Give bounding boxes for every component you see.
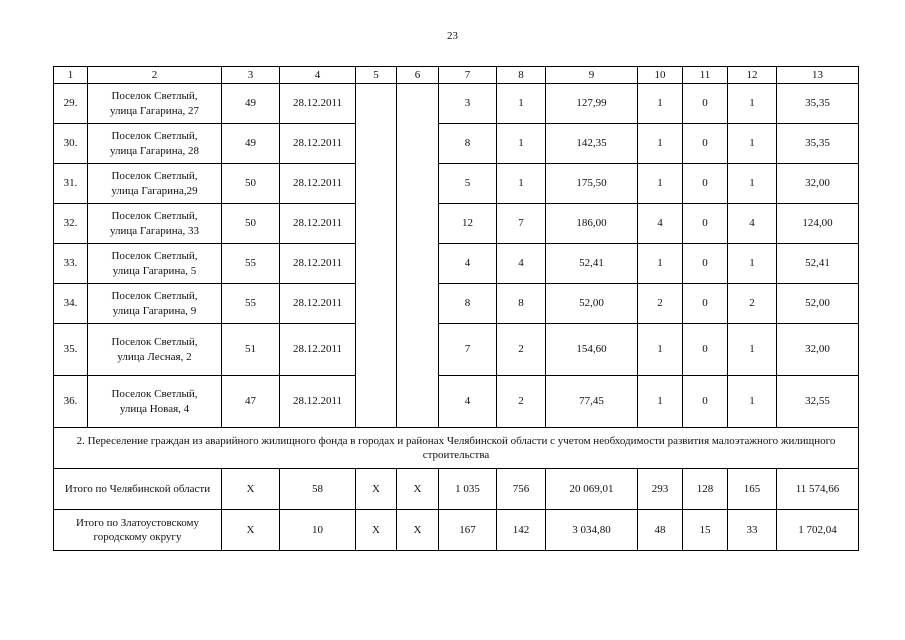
table-cell: 0	[683, 244, 728, 284]
table-cell: Х	[397, 469, 439, 510]
table-cell: 35,35	[777, 124, 859, 164]
table-cell: 128	[683, 469, 728, 510]
table-cell: 1	[728, 244, 777, 284]
date-cell: 28.12.2011	[280, 376, 356, 428]
table-cell: 1 035	[439, 469, 497, 510]
column-header: 9	[546, 67, 638, 84]
date-cell: 28.12.2011	[280, 164, 356, 204]
date-cell: 28.12.2011	[280, 284, 356, 324]
table-cell: 2	[638, 284, 683, 324]
table-cell: 1	[497, 164, 546, 204]
table-cell: 7	[497, 204, 546, 244]
table-cell: 0	[683, 324, 728, 376]
address-line: Поселок Светлый,	[111, 210, 198, 223]
page-number: 23	[447, 30, 458, 42]
date-cell: 28.12.2011	[280, 84, 356, 124]
table-cell: 3	[439, 84, 497, 124]
table-cell: 1	[728, 164, 777, 204]
table-cell: 8	[439, 124, 497, 164]
table-row	[54, 84, 859, 124]
address-line: Поселок Светлый,	[111, 170, 198, 183]
date-cell: 28.12.2011	[280, 324, 356, 376]
table-cell: 52,00	[546, 284, 638, 324]
table-cell: 1	[638, 124, 683, 164]
table-cell: Х	[356, 469, 397, 510]
row-number: 32.	[54, 204, 88, 244]
table-cell: 165	[728, 469, 777, 510]
table-cell: 0	[683, 204, 728, 244]
table-cell: 175,50	[546, 164, 638, 204]
table-cell: 1	[728, 84, 777, 124]
table-cell: 55	[222, 284, 280, 324]
column-header: 3	[222, 67, 280, 84]
table-cell: 0	[683, 164, 728, 204]
table-row	[54, 164, 859, 204]
address-line: улица Новая, 4	[119, 402, 190, 415]
table-cell: 756	[497, 469, 546, 510]
row-number: 29.	[54, 84, 88, 124]
table-cell: 58	[280, 469, 356, 510]
table-cell: 167	[439, 510, 497, 551]
address-line: Поселок Светлый,	[111, 290, 198, 303]
column-header: 12	[728, 67, 777, 84]
address-line: Поселок Светлый,	[111, 250, 198, 263]
table-cell: 10	[280, 510, 356, 551]
table-cell: Х	[222, 510, 280, 551]
row-number: 36.	[54, 376, 88, 428]
section-heading-row	[54, 428, 859, 469]
table-cell: 127,99	[546, 84, 638, 124]
totals-row	[54, 510, 859, 551]
merged-cell	[356, 84, 397, 428]
address-line: улица Гагарина, 28	[110, 144, 199, 157]
table-cell: 52,41	[546, 244, 638, 284]
table-cell: 48	[638, 510, 683, 551]
address-cell	[88, 324, 222, 376]
table-cell: 0	[683, 284, 728, 324]
row-number: 30.	[54, 124, 88, 164]
address-cell	[88, 84, 222, 124]
column-header: 5	[356, 67, 397, 84]
column-header: 13	[777, 67, 859, 84]
address-cell	[88, 376, 222, 428]
table-cell: 52,41	[777, 244, 859, 284]
column-number-header-row	[54, 67, 859, 84]
table-cell: 15	[683, 510, 728, 551]
table-cell: 2	[497, 376, 546, 428]
table-cell: 49	[222, 124, 280, 164]
address-line: Поселок Светлый,	[111, 90, 198, 103]
column-header: 2	[88, 67, 222, 84]
table-row	[54, 284, 859, 324]
address-cell	[88, 284, 222, 324]
table-cell: 77,45	[546, 376, 638, 428]
row-number: 31.	[54, 164, 88, 204]
table-cell: 20 069,01	[546, 469, 638, 510]
table-cell: 32,00	[777, 164, 859, 204]
table-cell: 0	[683, 376, 728, 428]
address-line: улица Гагарина,29	[111, 184, 198, 197]
table-cell: 11 574,66	[777, 469, 859, 510]
table-cell: 47	[222, 376, 280, 428]
column-header: 11	[683, 67, 728, 84]
table-cell: 0	[683, 84, 728, 124]
table-cell: 1	[638, 84, 683, 124]
table-cell: 8	[497, 284, 546, 324]
section-heading: 2. Переселение граждан из аварийного жилищного фонда в городах и районах Челябинской области с учетом необходимости развития малоэтажного жилищного строительства	[54, 428, 859, 469]
address-line: улица Лесная, 2	[117, 350, 192, 363]
address-cell	[88, 204, 222, 244]
address-line: Поселок Светлый,	[111, 130, 198, 143]
address-line: улица Гагарина, 9	[112, 304, 197, 317]
table-cell: 2	[497, 324, 546, 376]
table-cell: 142,35	[546, 124, 638, 164]
table-cell: 4	[439, 376, 497, 428]
address-line: улица Гагарина, 33	[110, 224, 199, 237]
table-cell: 50	[222, 204, 280, 244]
table-cell: 0	[683, 124, 728, 164]
column-header: 1	[54, 67, 88, 84]
table-cell: 124,00	[777, 204, 859, 244]
date-cell: 28.12.2011	[280, 124, 356, 164]
table-cell: 4	[497, 244, 546, 284]
table-cell: 50	[222, 164, 280, 204]
column-header: 4	[280, 67, 356, 84]
table-cell: 7	[439, 324, 497, 376]
table-cell: 154,60	[546, 324, 638, 376]
address-cell	[88, 164, 222, 204]
address-line: Поселок Светлый,	[111, 388, 198, 401]
table-cell: 52,00	[777, 284, 859, 324]
table-cell: 1	[497, 124, 546, 164]
table-cell: 1	[728, 376, 777, 428]
table-cell: 8	[439, 284, 497, 324]
address-line: улица Гагарина, 5	[112, 264, 197, 277]
table-cell: 4	[439, 244, 497, 284]
table-row	[54, 324, 859, 376]
table-row	[54, 204, 859, 244]
table-cell: Х	[356, 510, 397, 551]
table-cell: 2	[728, 284, 777, 324]
table-cell: 32,00	[777, 324, 859, 376]
table-cell: 1	[638, 164, 683, 204]
table-row	[54, 124, 859, 164]
table-cell: 33	[728, 510, 777, 551]
table-cell: Х	[397, 510, 439, 551]
table-row	[54, 244, 859, 284]
address-line: улица Гагарина, 27	[110, 104, 199, 117]
table-cell: 35,35	[777, 84, 859, 124]
date-cell: 28.12.2011	[280, 244, 356, 284]
table-cell: 1	[638, 376, 683, 428]
table-cell: 5	[439, 164, 497, 204]
date-cell: 28.12.2011	[280, 204, 356, 244]
resettlement-table	[53, 66, 859, 551]
table-cell: 1	[638, 244, 683, 284]
totals-label: Итого по Златоустовскому городскому округу	[54, 510, 222, 551]
row-number: 34.	[54, 284, 88, 324]
address-cell	[88, 124, 222, 164]
table-cell: 142	[497, 510, 546, 551]
column-header: 8	[497, 67, 546, 84]
column-header: 7	[439, 67, 497, 84]
totals-row	[54, 469, 859, 510]
row-number: 33.	[54, 244, 88, 284]
table-row	[54, 376, 859, 428]
table-cell: 32,55	[777, 376, 859, 428]
address-cell	[88, 244, 222, 284]
table-cell: 293	[638, 469, 683, 510]
table-cell: Х	[222, 469, 280, 510]
table-cell: 1	[728, 124, 777, 164]
table-cell: 51	[222, 324, 280, 376]
merged-cell	[397, 84, 439, 428]
table-cell: 1	[728, 324, 777, 376]
table-cell: 55	[222, 244, 280, 284]
address-line: Поселок Светлый,	[111, 336, 198, 349]
table-cell: 1	[497, 84, 546, 124]
table-cell: 4	[728, 204, 777, 244]
column-header: 10	[638, 67, 683, 84]
totals-label: Итого по Челябинской области	[54, 469, 222, 510]
table-cell: 186,00	[546, 204, 638, 244]
table-cell: 4	[638, 204, 683, 244]
row-number: 35.	[54, 324, 88, 376]
table-cell: 12	[439, 204, 497, 244]
table-cell: 3 034,80	[546, 510, 638, 551]
table-cell: 1 702,04	[777, 510, 859, 551]
table-cell: 1	[638, 324, 683, 376]
table-cell: 49	[222, 84, 280, 124]
column-header: 6	[397, 67, 439, 84]
